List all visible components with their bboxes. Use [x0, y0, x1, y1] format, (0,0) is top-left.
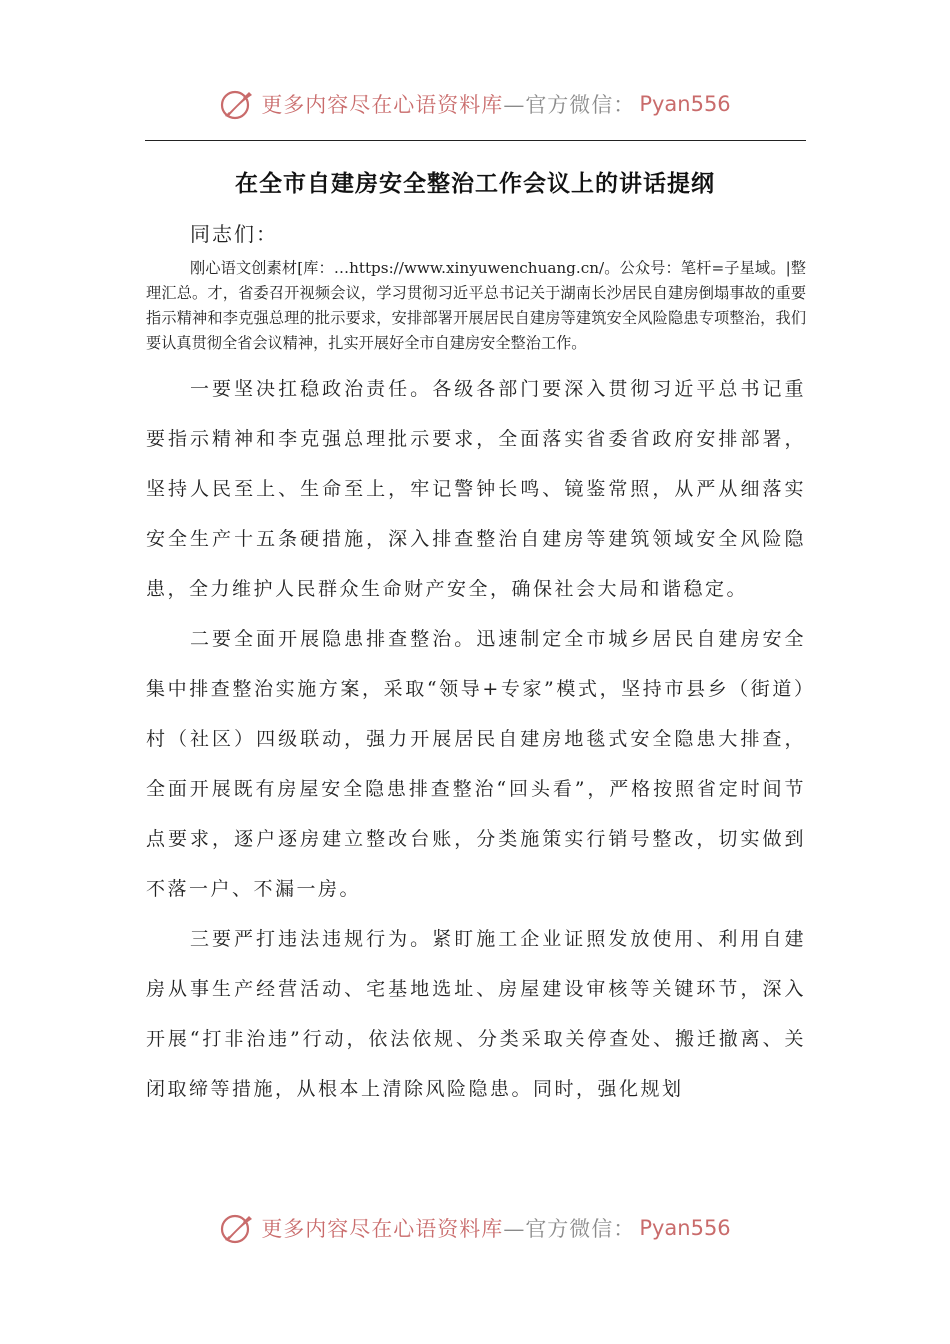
- document-title: 在全市自建房安全整治工作会议上的讲话提纲: [235, 171, 715, 197]
- intro-text: 刚心语文创素材[库：…https://www.xinyuwenchuang.cn/。公众号：笔杆=子星域。|整理汇总。才，省委召开视频会议，学习贯彻习近平总书记关于湖南长沙居民自建房倒塌事故的重要指示精神和李克强总理的批示要求，安排部署开展居民自建房等建筑安全风险隐患专项整治，我们要认真贯彻全省会议精神，扎实开展好全市自建房安全整治工作。: [146, 259, 806, 352]
- quill-logo-icon: [219, 86, 255, 122]
- banner-text-main: 更多内容尽在心语资料库: [261, 1217, 504, 1241]
- banner-wechat-id: Pyan556: [639, 92, 731, 116]
- body-paragraph-3: 三要严打违法违规行为。紧盯施工企业证照发放使用、利用自建房从事生产经营活动、宅基地选址、房屋建设审核等关键环节，深入开展“打非治违”行动，依法依规、分类采取关停查处、搬迁撤离、关闭取缔等措施，从根本上清除风险隐患。同时，强化规划: [146, 928, 806, 1100]
- document-body: [146, 364, 806, 1114]
- banner-text-sep: —官方微信：: [503, 1217, 636, 1241]
- quill-logo-icon: [219, 1210, 255, 1246]
- body-paragraph-1: 一要坚决扛稳政治责任。各级各部门要深入贯彻习近平总书记重要指示精神和李克强总理批示要求，全面落实省委省政府安排部署，坚持人民至上、生命至上，牢记警钟长鸣、镜鉴常照，从严从细落实安全生产十五条硬措施，深入排查整治自建房等建筑领域安全风险隐患，全力维护人民群众生命财产安全，确保社会大局和谐稳定。: [146, 378, 806, 600]
- footer-banner: [0, 1208, 950, 1248]
- banner-text-main: 更多内容尽在心语资料库: [261, 93, 504, 117]
- body-paragraph-2: 二要全面开展隐患排查整治。迅速制定全市城乡居民自建房安全集中排查整治实施方案，采取“领导+专家”模式，坚持市县乡（街道）村（社区）四级联动，强力开展居民自建房地毯式安全隐患大排查，全面开展既有房屋安全隐患排查整治“回头看”，严格按照省定时间节点要求，逐户逐房建立整改台账，分类施策实行销号整改，切实做到不落一户、不漏一房。: [146, 628, 806, 900]
- intro-paragraph: [146, 256, 806, 356]
- banner-text-sep: —官方微信：: [503, 93, 636, 117]
- header-banner: [0, 84, 950, 124]
- banner-wechat-id: Pyan556: [639, 1216, 731, 1240]
- greeting: 同志们：: [190, 222, 278, 246]
- header-divider: [145, 140, 806, 141]
